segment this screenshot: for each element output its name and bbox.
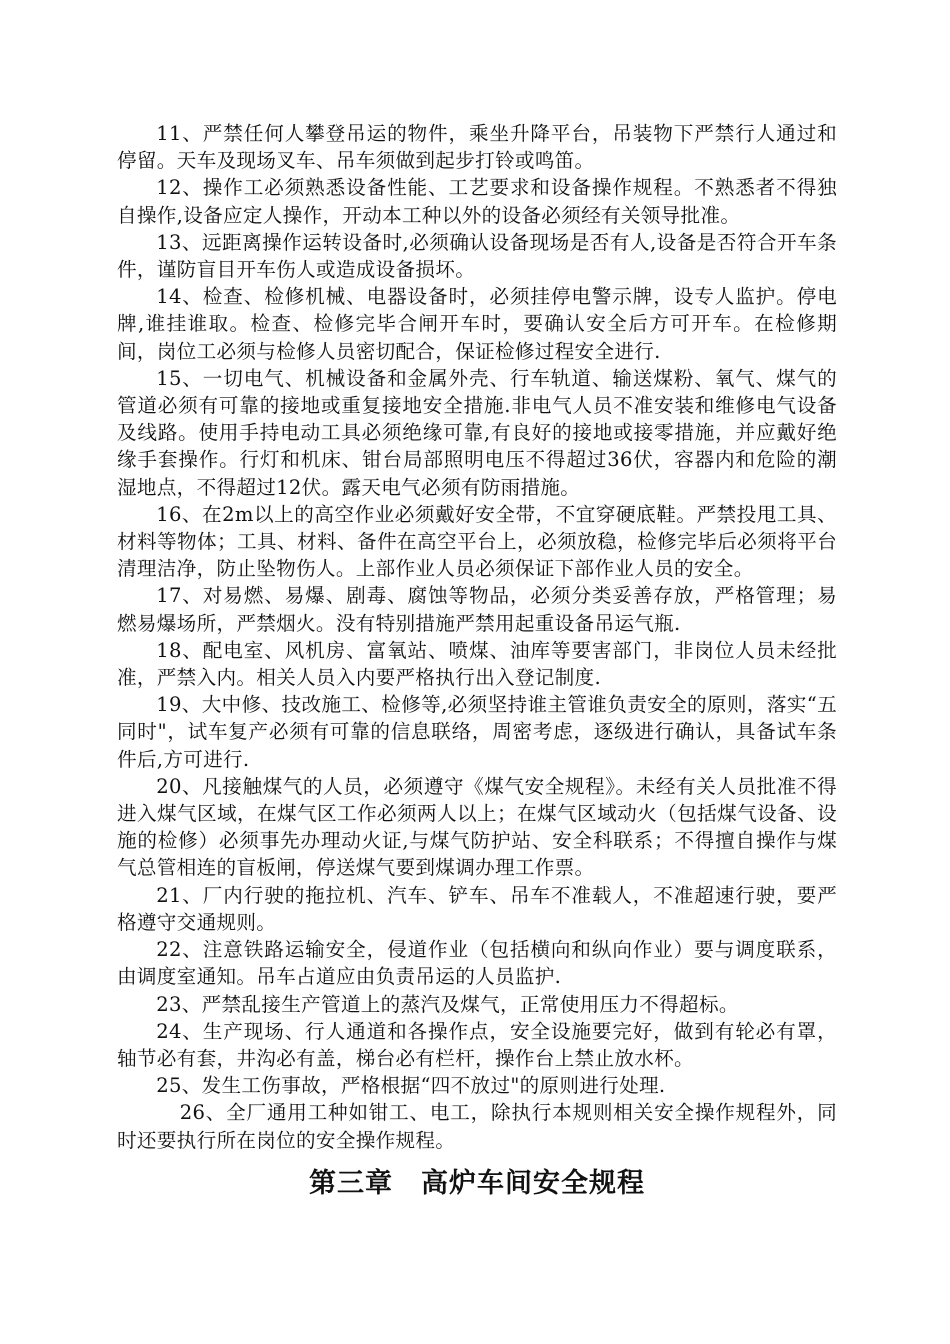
rule-paragraph-16: 16、在2m以上的高空作业必须戴好安全带，不宜穿硬底鞋。严禁投甩工具、材料等物体；工具、材料、备件在高空平台上，必须放稳，检修完毕后必须将平台清理洁净，防止坠物伤人。上部作业人员必须保证下部作业人员的安全。 [117,502,837,581]
rule-paragraph-12: 12、操作工必须熟悉设备性能、工艺要求和设备操作规程。不熟悉者不得独自操作,设备应定人操作，开动本工种以外的设备必须经有关领导批准。 [117,176,837,227]
chapter-title: 第三章 高炉车间安全规程 [309,1167,645,1199]
rule-paragraph-19: 19、大中修、技改施工、检修等,必须坚持谁主管谁负责安全的原则，落实“五同时"，试车复产必须有可靠的信息联络，周密考虑，逐级进行确认，具备试车条件后,方可进行. [117,693,837,771]
rule-paragraph-26: 26、全厂通用工种如钳工、电工，除执行本规则相关安全操作规程外，同时还要执行所在岗位的安全操作规程。 [117,1101,837,1152]
rule-paragraph-23: 23、严禁乱接生产管道上的蒸汽及煤气，正常使用压力不得超标。 [156,992,739,1016]
rule-paragraph-14: 14、检查、检修机械、电器设备时，必须挂停电警示牌，设专人监护。停电牌,谁挂谁取。检查、检修完毕合闸开车时，要确认安全后方可开车。在检修期间，岗位工必须与检修人员密切配合，保证检修过程安全进行. [117,285,837,363]
rule-paragraph-11: 11、严禁任何人攀登吊运的物件，乘坐升降平台，吊装物下严禁行人通过和停留。天车及现场叉车、吊车须做到起步打铃或鸣笛。 [117,122,837,173]
rule-paragraph-18: 18、配电室、风机房、富氧站、喷煤、油库等要害部门，非岗位人员未经批准，严禁入内。相关人员入内要严格执行出入登记制度. [117,638,837,690]
rule-paragraph-24: 24、生产现场、行人通道和各操作点，安全设施要完好，做到有轮必有罩，轴节必有套，井沟必有盖，梯台必有栏杆，操作台上禁止放水杯。 [117,1019,837,1070]
rule-paragraph-20: 20、凡接触煤气的人员，必须遵守《煤气安全规程》。未经有关人员批准不得进入煤气区域，在煤气区工作必须两人以上；在煤气区域动火（包括煤气设备、设施的检修）必须事先办理动火证,与煤气防护站、安全科联系；不得擅自操作与煤气总管相连的盲板闸，停送煤气要到煤调办理工作票。 [117,774,837,880]
rule-paragraph-21: 21、厂内行驶的拖拉机、汽车、铲车、吊车不准载人，不准超速行驶，要严格遵守交通规则。 [117,883,837,934]
rule-paragraph-15: 15、一切电气、机械设备和金属外壳、行车轨道、输送煤粉、氧气、煤气的管道必须有可靠的接地或重复接地安全措施.非电气人员不准安装和维修电气设备及线路。使用手持电动工具必须绝缘可靠,有良好的接地或接零措施，并应戴好绝缘手套操作。行灯和机床、钳台局部照明电压不得超过36伏，容器内和危险的潮湿地点，不得超过12伏。露天电气必须有防雨措施。 [117,366,837,499]
rule-paragraph-25: 25、发生工伤事故，严格根据“四不放过"的原则进行处理. [156,1074,666,1098]
rule-paragraph-13: 13、远距离操作运转设备时,必须确认设备现场是否有人,设备是否符合开车条件，谨防盲目开车伤人或造成设备损坏。 [117,230,837,282]
rule-paragraph-22: 22、注意铁路运输安全，侵道作业（包括横向和纵向作业）要与调度联系，由调度室通知。吊车占道应由负责吊运的人员监护. [117,938,837,989]
document-page [117,120,837,1204]
rule-paragraph-17: 17、对易燃、易爆、剧毒、腐蚀等物品，必须分类妥善存放，严格管理；易燃易爆场所，严禁烟火。没有特别措施严禁用起重设备吊运气瓶. [117,584,837,635]
